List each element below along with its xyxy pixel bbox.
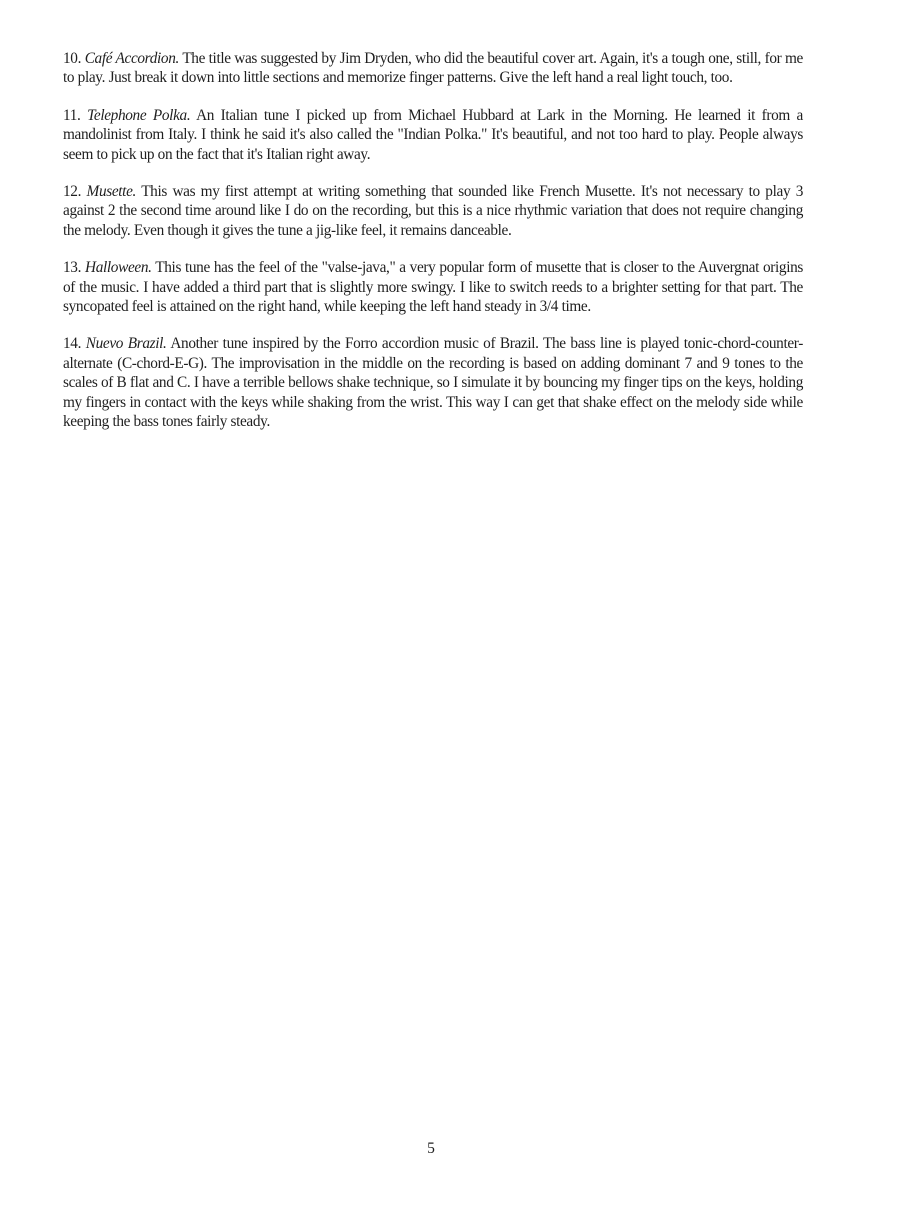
note-text: This was my first attempt at writing something that sounded like French Musette. It's not necessary to play 3 against 2 the second time around like I do on the recording, but this is a nice rhythmic variation that does not require changing the melody. Even though it gives the tune a jig-like feel, it remains danceable. bbox=[63, 183, 803, 239]
note-14 bbox=[63, 334, 803, 431]
note-number: 10. bbox=[63, 50, 82, 67]
note-number: 13. bbox=[63, 259, 82, 277]
note-number: 11. bbox=[63, 106, 81, 124]
note-number: 14. bbox=[63, 335, 82, 353]
note-number: 12. bbox=[63, 183, 82, 201]
page-body bbox=[63, 49, 803, 450]
note-title: Telephone Polka. bbox=[87, 106, 191, 124]
note-title: Halloween. bbox=[85, 259, 152, 277]
note-10 bbox=[63, 49, 803, 88]
note-13 bbox=[63, 258, 803, 316]
note-title: Nuevo Brazil. bbox=[85, 335, 167, 353]
note-text: An Italian tune I picked up from Michael Hubbard at Lark in the Morning. He learned it from a mandolinist from Italy. I think he said it's also called the "Indian Polka." It's beautiful, and not too hard to play. People always seem to pick up on the fact that it's Italian right away. bbox=[63, 106, 803, 163]
note-title: Café Accordion. bbox=[84, 50, 179, 67]
page-number: 5 bbox=[427, 1140, 435, 1157]
note-text: This tune has the feel of the "valse-java," a very popular form of musette that is closer to the Auvergnat origins of the music. I have added a third part that is slightly more swingy. I like to switch reeds to a brighter setting for that part. The syncopated feel is attained on the right hand, while keeping the left hand steady in 3/4 time. bbox=[63, 259, 803, 316]
note-title: Musette. bbox=[86, 183, 136, 201]
note-text: The title was suggested by Jim Dryden, who did the beautiful cover art. Again, it's a tough one, still, for me to play. Just break it down into little sections and memorize finger patterns. Give the left hand a real light touch, too. bbox=[63, 50, 803, 87]
note-text: Another tune inspired by the Forro accordion music of Brazil. The bass line is played tonic-chord-counter-alternate (C-chord-E-G). The improvisation in the middle on the recording is based on adding dominant 7 and 9 tones to the scales of B flat and C. I have a terrible bellows shake technique, so I simulate it by bouncing my finger tips on the keys, holding my fingers in contact with the keys while shaking from the wrist. This way I can get that shake effect on the melody side while keeping the bass tones fairly steady. bbox=[63, 335, 803, 431]
note-12 bbox=[63, 182, 803, 240]
note-11 bbox=[63, 106, 803, 164]
